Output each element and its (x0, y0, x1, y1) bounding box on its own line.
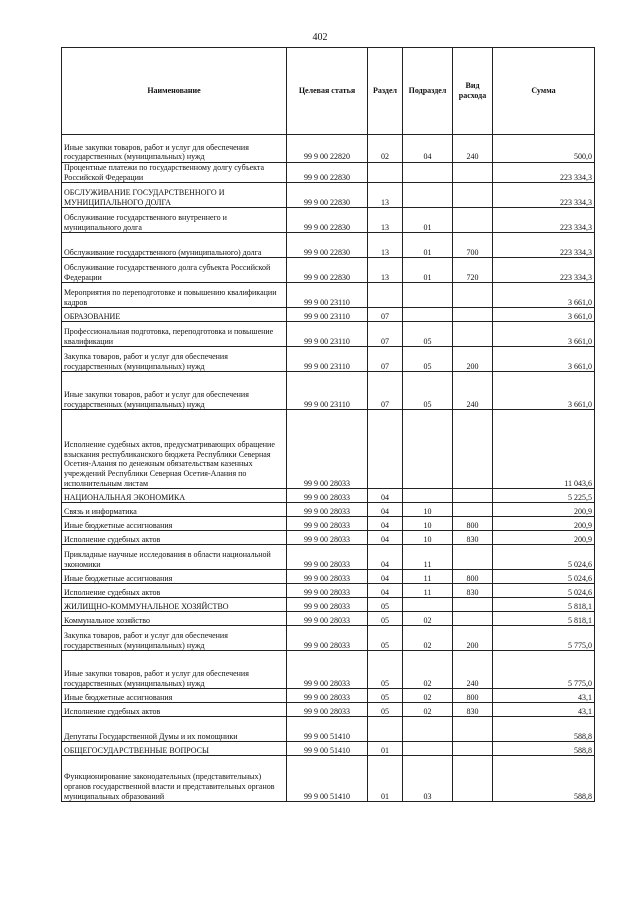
row-subsection-cell (403, 163, 453, 183)
row-subsection-cell: 11 (403, 545, 453, 570)
table-row (62, 598, 595, 612)
row-name-cell: ЖИЛИЩНО-КОММУНАЛЬНОЕ ХОЗЯЙСТВО (62, 598, 287, 612)
table-header-row (62, 48, 595, 135)
row-section-cell: 05 (368, 598, 403, 612)
row-section-cell: 07 (368, 372, 403, 410)
row-subsection-cell (403, 308, 453, 322)
table-row (62, 742, 595, 756)
row-sum-cell: 5 225,5 (493, 489, 595, 503)
row-sum-cell: 223 334,3 (493, 208, 595, 233)
row-section-cell: 02 (368, 135, 403, 163)
row-kind-cell (453, 308, 493, 322)
row-target-cell: 99 9 00 23110 (287, 372, 368, 410)
row-section-cell: 13 (368, 233, 403, 258)
row-sum-cell: 588,8 (493, 756, 595, 802)
header-section: Раздел (368, 48, 403, 135)
row-sum-cell: 223 334,3 (493, 163, 595, 183)
row-sum-cell: 3 661,0 (493, 372, 595, 410)
row-sum-cell: 5 818,1 (493, 598, 595, 612)
row-subsection-cell (403, 717, 453, 742)
row-subsection-cell: 05 (403, 372, 453, 410)
table-row (62, 717, 595, 742)
row-name-cell: Обслуживание государственного (муниципального) долга (62, 233, 287, 258)
row-section-cell: 07 (368, 347, 403, 372)
row-sum-cell: 223 334,3 (493, 183, 595, 208)
row-kind-cell (453, 503, 493, 517)
table-row (62, 322, 595, 347)
row-name-cell: НАЦИОНАЛЬНАЯ ЭКОНОМИКА (62, 489, 287, 503)
table-row (62, 183, 595, 208)
row-section-cell: 13 (368, 208, 403, 233)
row-target-cell: 99 9 00 28033 (287, 584, 368, 598)
row-target-cell: 99 9 00 23110 (287, 322, 368, 347)
row-name-cell: Иные бюджетные ассигнования (62, 689, 287, 703)
row-sum-cell: 3 661,0 (493, 322, 595, 347)
row-name-cell: Депутаты Государственной Думы и их помощники (62, 717, 287, 742)
row-name-cell: ОБЩЕГОСУДАРСТВЕННЫЕ ВОПРОСЫ (62, 742, 287, 756)
table-row (62, 347, 595, 372)
row-subsection-cell: 10 (403, 531, 453, 545)
table-row (62, 208, 595, 233)
row-section-cell: 05 (368, 651, 403, 689)
row-name-cell: Прикладные научные исследования в области национальной экономики (62, 545, 287, 570)
row-subsection-cell (403, 183, 453, 208)
row-sum-cell: 588,8 (493, 742, 595, 756)
table-row (62, 570, 595, 584)
row-name-cell: Исполнение судебных актов (62, 703, 287, 717)
row-target-cell: 99 9 00 28033 (287, 612, 368, 626)
row-kind-cell (453, 489, 493, 503)
table-row (62, 584, 595, 598)
row-kind-cell (453, 612, 493, 626)
table-row (62, 233, 595, 258)
header-kind: Вид расхода (453, 48, 493, 135)
row-kind-cell: 700 (453, 233, 493, 258)
row-section-cell (368, 283, 403, 308)
row-target-cell: 99 9 00 28033 (287, 570, 368, 584)
row-sum-cell: 588,8 (493, 717, 595, 742)
row-kind-cell (453, 545, 493, 570)
row-kind-cell (453, 208, 493, 233)
table-row (62, 308, 595, 322)
table-row (62, 703, 595, 717)
row-kind-cell (453, 183, 493, 208)
header-name: Наименование (62, 48, 287, 135)
table-row (62, 531, 595, 545)
row-subsection-cell: 04 (403, 135, 453, 163)
row-kind-cell: 800 (453, 689, 493, 703)
table-row (62, 372, 595, 410)
row-sum-cell: 5 775,0 (493, 626, 595, 651)
row-sum-cell: 5 024,6 (493, 570, 595, 584)
row-target-cell: 99 9 00 28033 (287, 517, 368, 531)
row-kind-cell: 240 (453, 651, 493, 689)
row-target-cell: 99 9 00 22830 (287, 163, 368, 183)
row-subsection-cell: 11 (403, 584, 453, 598)
row-name-cell: Закупка товаров, работ и услуг для обеспечения государственных (муниципальных) нужд (62, 347, 287, 372)
row-sum-cell: 200,9 (493, 531, 595, 545)
row-kind-cell: 200 (453, 626, 493, 651)
table-row (62, 517, 595, 531)
row-name-cell: Обслуживание государственного внутреннего и муниципального долга (62, 208, 287, 233)
row-sum-cell: 200,9 (493, 503, 595, 517)
row-sum-cell: 3 661,0 (493, 283, 595, 308)
row-subsection-cell: 10 (403, 517, 453, 531)
row-subsection-cell: 01 (403, 258, 453, 283)
row-sum-cell: 43,1 (493, 689, 595, 703)
row-name-cell: Коммунальное хозяйство (62, 612, 287, 626)
row-target-cell: 99 9 00 28033 (287, 489, 368, 503)
table-row (62, 756, 595, 802)
table-row (62, 689, 595, 703)
row-kind-cell: 830 (453, 531, 493, 545)
row-target-cell: 99 9 00 28033 (287, 598, 368, 612)
row-name-cell: Иные закупки товаров, работ и услуг для обеспечения государственных (муниципальных) нужд (62, 135, 287, 163)
row-section-cell: 05 (368, 703, 403, 717)
table-row (62, 503, 595, 517)
row-name-cell: Профессиональная подготовка, переподготовка и повышение квалификации (62, 322, 287, 347)
row-section-cell: 04 (368, 570, 403, 584)
row-section-cell (368, 717, 403, 742)
row-sum-cell: 3 661,0 (493, 308, 595, 322)
row-target-cell: 99 9 00 28033 (287, 651, 368, 689)
row-target-cell: 99 9 00 28033 (287, 410, 368, 489)
row-kind-cell: 200 (453, 347, 493, 372)
header-sum: Сумма (493, 48, 595, 135)
row-kind-cell: 240 (453, 372, 493, 410)
row-kind-cell: 830 (453, 584, 493, 598)
row-kind-cell: 830 (453, 703, 493, 717)
table-row (62, 651, 595, 689)
row-target-cell: 99 9 00 23110 (287, 283, 368, 308)
row-kind-cell (453, 410, 493, 489)
row-target-cell: 99 9 00 28033 (287, 626, 368, 651)
row-section-cell: 04 (368, 503, 403, 517)
row-name-cell: Иные закупки товаров, работ и услуг для обеспечения государственных (муниципальных) нужд (62, 372, 287, 410)
table-row (62, 135, 595, 163)
row-target-cell: 99 9 00 23110 (287, 308, 368, 322)
row-sum-cell: 223 334,3 (493, 233, 595, 258)
row-section-cell: 13 (368, 183, 403, 208)
row-subsection-cell: 01 (403, 233, 453, 258)
row-section-cell: 07 (368, 308, 403, 322)
row-subsection-cell: 05 (403, 322, 453, 347)
budget-table (61, 47, 595, 802)
row-subsection-cell: 11 (403, 570, 453, 584)
row-kind-cell (453, 717, 493, 742)
row-sum-cell: 43,1 (493, 703, 595, 717)
table-row (62, 410, 595, 489)
row-target-cell: 99 9 00 22830 (287, 208, 368, 233)
row-target-cell: 99 9 00 51410 (287, 756, 368, 802)
row-kind-cell (453, 742, 493, 756)
row-target-cell: 99 9 00 28033 (287, 703, 368, 717)
row-target-cell: 99 9 00 28033 (287, 545, 368, 570)
row-section-cell: 13 (368, 258, 403, 283)
row-section-cell: 07 (368, 322, 403, 347)
row-target-cell: 99 9 00 28033 (287, 503, 368, 517)
row-subsection-cell (403, 489, 453, 503)
row-target-cell: 99 9 00 28033 (287, 531, 368, 545)
table-row (62, 258, 595, 283)
row-kind-cell: 800 (453, 570, 493, 584)
row-name-cell: Связь и информатика (62, 503, 287, 517)
row-subsection-cell: 05 (403, 347, 453, 372)
row-subsection-cell: 10 (403, 503, 453, 517)
row-subsection-cell: 02 (403, 612, 453, 626)
table-row (62, 283, 595, 308)
row-name-cell: ОБСЛУЖИВАНИЕ ГОСУДАРСТВЕННОГО И МУНИЦИПАЛЬНОГО ДОЛГА (62, 183, 287, 208)
row-section-cell (368, 163, 403, 183)
row-sum-cell: 223 334,3 (493, 258, 595, 283)
row-target-cell: 99 9 00 22830 (287, 183, 368, 208)
row-name-cell: Процентные платежи по государственному долгу субъекта Российской Федерации (62, 163, 287, 183)
page-number: 402 (312, 32, 328, 43)
row-kind-cell (453, 163, 493, 183)
row-subsection-cell: 02 (403, 651, 453, 689)
row-kind-cell (453, 756, 493, 802)
row-target-cell: 99 9 00 22830 (287, 233, 368, 258)
row-section-cell: 05 (368, 689, 403, 703)
row-kind-cell (453, 283, 493, 308)
row-subsection-cell: 03 (403, 756, 453, 802)
row-name-cell: Закупка товаров, работ и услуг для обеспечения государственных (муниципальных) нужд (62, 626, 287, 651)
row-kind-cell: 720 (453, 258, 493, 283)
row-target-cell: 99 9 00 51410 (287, 742, 368, 756)
table-row (62, 612, 595, 626)
row-target-cell: 99 9 00 22820 (287, 135, 368, 163)
row-sum-cell: 200,9 (493, 517, 595, 531)
row-sum-cell: 5 818,1 (493, 612, 595, 626)
row-section-cell: 04 (368, 545, 403, 570)
row-subsection-cell (403, 598, 453, 612)
row-subsection-cell (403, 742, 453, 756)
row-subsection-cell: 02 (403, 626, 453, 651)
row-name-cell: Функционирование законодательных (представительных) органов государственной власти и представительных органов муниципальных образований (62, 756, 287, 802)
row-sum-cell: 5 024,6 (493, 545, 595, 570)
row-subsection-cell: 01 (403, 208, 453, 233)
row-name-cell: Мероприятия по переподготовке и повышению квалификации кадров (62, 283, 287, 308)
row-name-cell: Обслуживание государственного долга субъекта Российской Федерации (62, 258, 287, 283)
table-row (62, 626, 595, 651)
row-target-cell: 99 9 00 51410 (287, 717, 368, 742)
row-name-cell: Исполнение судебных актов, предусматривающих обращение взыскания республиканского бюджета Республики Северная Осетия-Алания по денежным обязательствам казенных учреждений Республики Северная Осетия-Алания по исполнительным листам (62, 410, 287, 489)
row-section-cell (368, 410, 403, 489)
row-name-cell: Исполнение судебных актов (62, 584, 287, 598)
row-section-cell: 04 (368, 489, 403, 503)
row-section-cell: 01 (368, 742, 403, 756)
row-name-cell: Исполнение судебных актов (62, 531, 287, 545)
row-name-cell: Иные закупки товаров, работ и услуг для обеспечения государственных (муниципальных) нужд (62, 651, 287, 689)
table-row (62, 489, 595, 503)
row-name-cell: ОБРАЗОВАНИЕ (62, 308, 287, 322)
row-sum-cell: 5 024,6 (493, 584, 595, 598)
row-subsection-cell (403, 283, 453, 308)
row-name-cell: Иные бюджетные ассигнования (62, 570, 287, 584)
header-target: Целевая статья (287, 48, 368, 135)
row-section-cell: 04 (368, 517, 403, 531)
header-subsection: Подраздел (403, 48, 453, 135)
row-target-cell: 99 9 00 28033 (287, 689, 368, 703)
row-sum-cell: 11 043,6 (493, 410, 595, 489)
row-target-cell: 99 9 00 22830 (287, 258, 368, 283)
row-section-cell: 04 (368, 584, 403, 598)
table-row (62, 545, 595, 570)
row-sum-cell: 3 661,0 (493, 347, 595, 372)
row-section-cell: 04 (368, 531, 403, 545)
row-subsection-cell: 02 (403, 703, 453, 717)
row-kind-cell (453, 598, 493, 612)
row-subsection-cell: 02 (403, 689, 453, 703)
row-section-cell: 05 (368, 612, 403, 626)
row-sum-cell: 5 775,0 (493, 651, 595, 689)
row-section-cell: 01 (368, 756, 403, 802)
row-kind-cell: 240 (453, 135, 493, 163)
row-kind-cell (453, 322, 493, 347)
table-row (62, 163, 595, 183)
row-target-cell: 99 9 00 23110 (287, 347, 368, 372)
row-name-cell: Иные бюджетные ассигнования (62, 517, 287, 531)
row-kind-cell: 800 (453, 517, 493, 531)
row-section-cell: 05 (368, 626, 403, 651)
row-sum-cell: 500,0 (493, 135, 595, 163)
row-subsection-cell (403, 410, 453, 489)
